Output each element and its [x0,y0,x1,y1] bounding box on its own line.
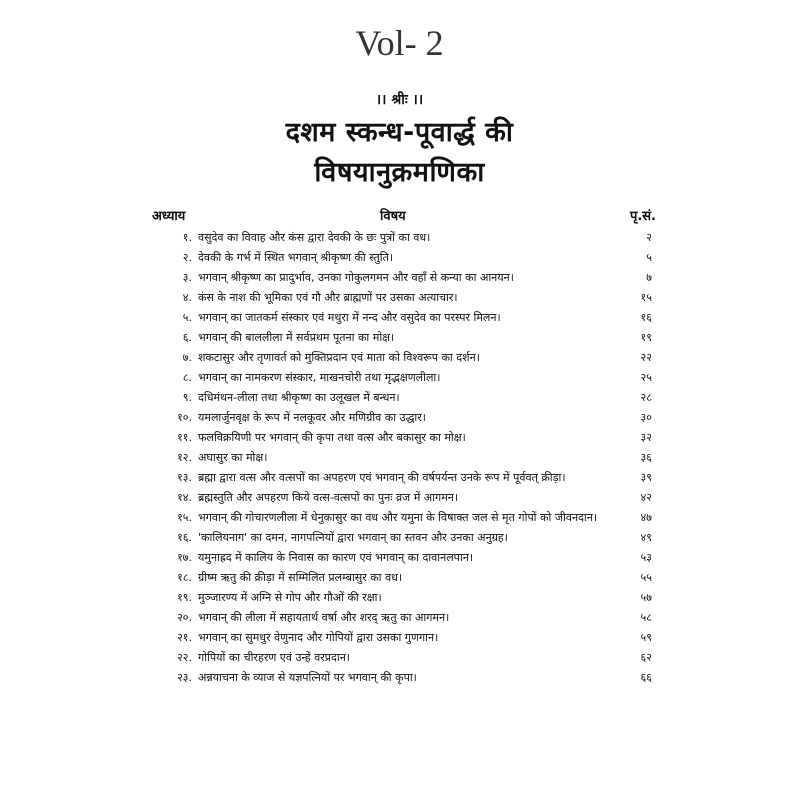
toc-entry [150,508,660,528]
toc-entry [150,568,660,588]
page-number: ६२ [640,651,652,664]
toc-entry [150,308,660,328]
toc-entry [150,348,660,368]
chapter-number: १०. [177,411,192,424]
toc-entry [150,388,660,408]
chapter-number: १८. [177,571,192,584]
chapter-number: १६. [177,531,192,544]
page-number: ३२ [640,431,652,444]
chapter-title: अन्नयाचना के व्याज से यज्ञपत्नियों पर भगवान् की कृपा। [198,671,417,684]
volume-label: Vol- 2 [355,23,444,63]
toc-entry [150,368,660,388]
toc-entry [150,588,660,608]
chapter-number: १७. [177,551,192,564]
chapter-title: भगवान् का सुमधुर वेणुनाद और गोपियों द्वारा उसका गुणगान। [198,631,439,644]
chapter-title: अघासुर का मोक्ष। [198,451,268,464]
page-number: ४९ [640,531,652,544]
page-number: १५ [640,291,652,304]
chapter-number: ८. [182,371,192,384]
page-number: ५७ [640,591,652,604]
page-number: ४२ [640,491,652,504]
chapter-number: १. [182,231,192,244]
chapter-number: १४. [177,491,192,504]
chapter-title: 'कालियनाग' का दमन, नागपत्नियों द्वारा भगवान् का स्तवन और उनका अनुग्रह। [198,531,508,544]
page-number: २ [646,231,652,244]
page-number: १९ [640,331,652,344]
chapter-number: १२. [177,451,192,464]
page-number: ५५ [640,571,652,584]
toc-entry [150,528,660,548]
page-number: ६६ [640,671,652,684]
page-number: २२ [640,351,652,364]
chapter-column-header: अध्याय [152,209,186,224]
page-number: ३० [640,411,652,424]
chapter-title: भगवान् की गोचारणलीला में धेनुकासुर का वध और यमुना के विषाक्त जल से मृत गोपों को जीवनदान। [198,511,598,524]
chapter-title: ब्रह्मा द्वारा वत्स और वत्सपों का अपहरण एवं भगवान् की वर्षपर्यन्त उनके रूप में पूर्ववत् क्रीड़ा। [198,471,566,484]
chapter-number: २२. [177,651,192,664]
column-headers [152,206,656,226]
toc-entry [150,468,660,488]
chapter-title: भगवान् की लीला में सहायतार्थ वर्षा और शरद् ऋतु का आगमन। [198,611,450,624]
chapter-title: यमुनाह्रद में कालिय के निवास का कारण एवं भगवान् का दावानलपान। [198,551,474,564]
chapter-title: कंस के नाश की भूमिका एवं गौ और ब्राह्मणों पर उसका अत्याचार। [198,291,458,304]
toc-entry [150,448,660,468]
chapter-title: गोपियों का चीरहरण एवं उन्हें वरप्रदान। [198,651,350,664]
invocation: ।। श्रीः ।। [375,92,424,108]
chapter-number: ४. [182,291,192,304]
chapter-title: दधिमंथन-लीला तथा श्रीकृष्ण का उलूखल में बन्धन। [198,391,400,404]
chapter-title: भगवान् की बाललीला में सर्वप्रथम पूतना का मोक्ष। [198,331,395,344]
page-number: ४७ [640,511,652,524]
chapter-title: भगवान् का नामकरण संस्कार, माखनचोरी तथा मृद्भक्षणलीला। [198,371,441,384]
page-number: ३९ [640,471,652,484]
chapter-number: ९. [182,391,192,404]
toc-entry [150,428,660,448]
subject-column-header: विषय [380,209,406,224]
chapter-number: ७. [182,351,192,364]
page-number: २८ [640,391,652,404]
page-number: ५८ [640,611,652,624]
chapter-title: भगवान् का जातकर्म संस्कार एवं मथुरा में नन्द और वसुदेव का परस्पर मिलन। [198,311,501,324]
chapter-number: ३. [182,271,192,284]
toc-entry [150,608,660,628]
toc-entry [150,548,660,568]
page-number: ७ [646,271,652,284]
chapter-number: ११. [177,431,192,444]
toc-entry [150,648,660,668]
page-title: दशम स्कन्ध-पूवार्द्ध की [285,117,514,148]
page-number: ५९ [640,631,652,644]
chapter-title: भगवान् श्रीकृष्ण का प्रादुर्भाव, उनका गोकुलगमन और वहाँ से कन्या का आनयन। [198,271,514,284]
chapter-number: १९. [177,591,192,604]
toc-entry [150,668,660,688]
chapter-number: ५. [182,311,192,324]
page-subtitle: विषयानुक्रमणिका [314,157,485,188]
page-number: १६ [640,311,652,324]
page-number: ५ [646,251,652,264]
chapter-number: २. [182,251,192,264]
contents-list [150,228,660,688]
toc-entry [150,288,660,308]
toc-entry [150,268,660,288]
page-number: २५ [640,371,652,384]
chapter-number: २३. [177,671,192,684]
toc-entry [150,248,660,268]
chapter-number: १५. [177,511,192,524]
chapter-title: वसुदेव का विवाह और कंस द्वारा देवकी के छः पुत्रों का वध। [198,231,431,244]
toc-entry [150,488,660,508]
chapter-title: मुञ्जारण्य में अग्नि से गोप और गौओं की रक्षा। [198,591,382,604]
chapter-title: शकटासुर और तृणावर्त को मुक्तिप्रदान एवं माता को विश्वरूप का दर्शन। [198,351,480,364]
page-number: ५३ [640,551,652,564]
chapter-title: ग्रीष्म ऋतु की क्रीड़ा में सम्मिलित प्रलम्बासुर का वध। [198,571,403,584]
chapter-title: ब्रह्मस्तुति और अपहरण किये वत्स-वत्सपों का पुनः व्रज में आगमन। [198,491,459,504]
chapter-number: २१. [177,631,192,644]
chapter-title: देवकी के गर्भ में स्थित भगवान् श्रीकृष्ण की स्तुति। [198,251,394,264]
chapter-number: ६. [182,331,192,344]
toc-entry [150,408,660,428]
chapter-number: २०. [177,611,192,624]
page-column-header: पृ.सं. [629,209,656,224]
chapter-title: यमलार्जुनवृक्ष के रूप में नलकूवर और मणिग्रीव का उद्धार। [198,411,426,424]
chapter-number: १३. [177,471,192,484]
toc-entry [150,628,660,648]
page-number: ३६ [640,451,652,464]
toc-entry [150,228,660,248]
toc-entry [150,328,660,348]
chapter-title: फलविक्रयिणी पर भगवान् की कृपा तथा वत्स और बकासुर का मोक्ष। [198,431,466,444]
